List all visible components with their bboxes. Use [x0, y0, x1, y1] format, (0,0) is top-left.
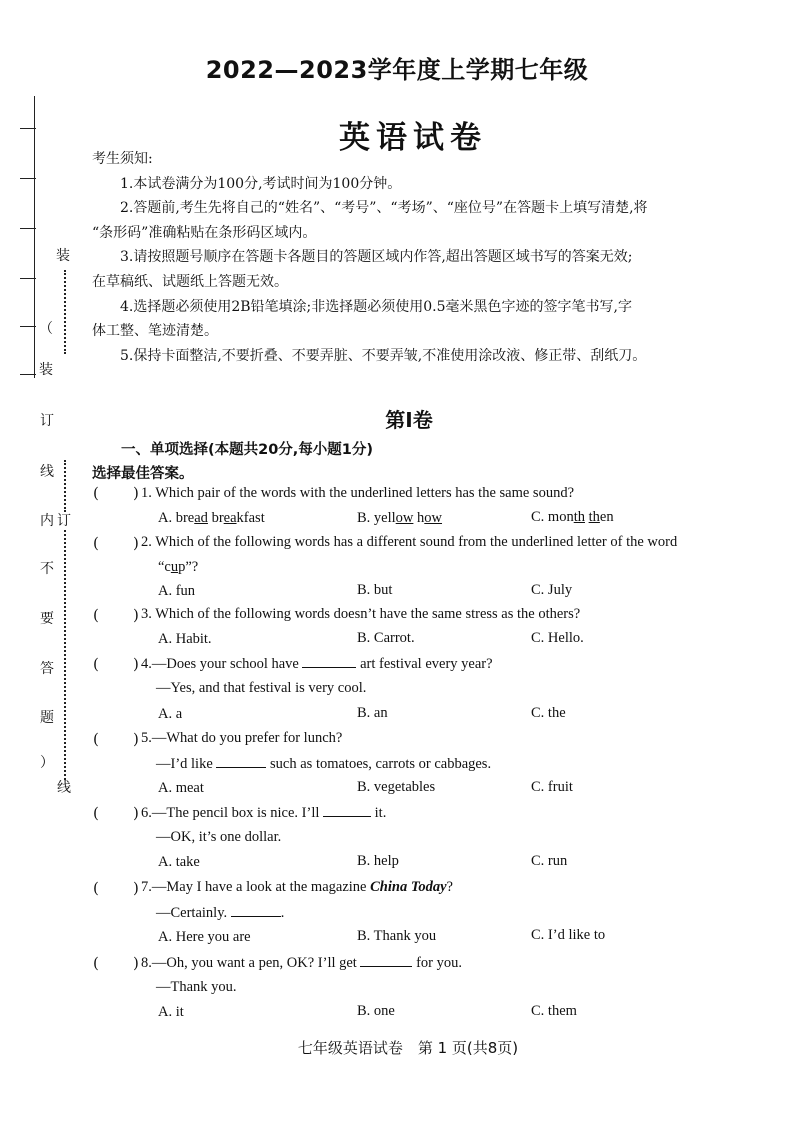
notice-item: 4.选择题必须使用2B铅笔填涂;非选择题必须使用0.5毫米黑色字迹的签字笔书写,字	[120, 298, 632, 315]
option-b: B. an	[357, 705, 388, 721]
option-c: C. Hello.	[531, 630, 584, 646]
notice-item: 3.请按照题号顺序在答题卡各题目的答题区域内作答,超出答题区域书写的答案无效;	[120, 249, 633, 266]
answer-blank	[231, 904, 281, 917]
option-b: B. vegetables	[357, 779, 436, 795]
binding-inner-char: 装	[56, 248, 70, 264]
binding-dotted-line	[64, 460, 66, 512]
binding-char: 要	[40, 611, 54, 627]
option-c: C. fruit	[531, 779, 573, 795]
page-footer: 七年级英语试卷 第 1 页(共8页)	[297, 1039, 519, 1057]
binding-char: 装	[39, 362, 53, 378]
question-stem: 6.—The pencil box is nice. I’ll it.	[141, 805, 387, 821]
option-c: C. the	[531, 705, 566, 721]
binding-char: 答	[40, 661, 54, 677]
notice-item: 2.答题前,考生先将自己的“姓名”、“考号”、“考场”、“座位号”在答题卡上填写清楚,将	[120, 200, 648, 217]
answer-paren-open: (	[93, 655, 99, 673]
notice-item: “条形码”准确粘贴在条形码区域内。	[92, 224, 317, 241]
answer-paren-close: )	[133, 484, 139, 502]
binding-char: 内	[40, 513, 54, 529]
answer-paren-open: (	[93, 534, 99, 552]
question-stem-continued: “cup”?	[158, 559, 199, 575]
question-stem: 2. Which of the following words has a different sound from the underlined letter of the word	[141, 534, 678, 550]
option-a: A. meat	[158, 780, 204, 796]
binding-char: 题	[40, 710, 54, 726]
answer-blank	[360, 954, 412, 967]
option-b: B. Carrot.	[357, 630, 415, 646]
question-stem: 4.—Does your school have art festival every year?	[141, 656, 493, 672]
question-stem: 7.—May I have a look at the magazine China Today?	[141, 879, 453, 895]
option-b: B. one	[357, 1003, 395, 1019]
option-c: C. month then	[531, 509, 614, 525]
notice-item: 体工整、笔迹清楚。	[92, 323, 218, 340]
answer-paren-open: (	[93, 804, 99, 822]
option-b: B. help	[357, 853, 399, 869]
answer-blank	[323, 804, 371, 817]
option-c: C. I’d like to	[531, 927, 606, 943]
binding-tick	[20, 374, 36, 375]
exam-year-title: 2022—2023学年度上学期七年级	[205, 56, 589, 84]
notice-item: 1.本试卷满分为100分,考试时间为100分钟。	[120, 175, 402, 192]
answer-paren-open: (	[93, 879, 99, 897]
answer-paren-close: )	[133, 534, 139, 552]
binding-inner-char: 线	[57, 780, 71, 796]
option-a: A. Here you are	[158, 929, 251, 945]
notice-heading: 考生须知:	[92, 151, 153, 167]
option-b: B. but	[357, 582, 393, 598]
answer-paren-close: )	[133, 954, 139, 972]
answer-paren-open: (	[93, 730, 99, 748]
dialogue-reply: —I’d like such as tomatoes, carrots or cabbages.	[156, 756, 492, 772]
notice-item: 在草稿纸、试题纸上答题无效。	[92, 273, 288, 290]
option-a: A. a	[158, 706, 183, 722]
option-b: B. Thank you	[357, 928, 437, 944]
notice-block	[92, 147, 732, 368]
binding-char: 线	[40, 464, 54, 480]
answer-paren-close: )	[133, 606, 139, 624]
binding-tick	[20, 326, 36, 327]
question-stem: 8.—Oh, you want a pen, OK? I’ll get for you.	[141, 955, 463, 971]
answer-paren-close: )	[133, 879, 139, 897]
option-a: A. Habit.	[158, 631, 212, 647]
option-a: A. take	[158, 854, 200, 870]
binding-tick	[20, 278, 36, 279]
binding-tick	[20, 178, 36, 179]
option-c: C. July	[531, 582, 573, 598]
dialogue-reply: —Certainly. .	[156, 905, 285, 921]
option-c: C. them	[531, 1003, 577, 1019]
binding-dotted-line	[64, 270, 66, 354]
answer-paren-close: )	[133, 655, 139, 673]
question-stem: 5.—What do you prefer for lunch?	[141, 730, 343, 746]
binding-inner-char: 订	[57, 513, 71, 529]
answer-paren-close: )	[133, 804, 139, 822]
option-a: A. fun	[158, 583, 196, 599]
answer-paren-open: (	[93, 484, 99, 502]
answer-paren-open: (	[93, 954, 99, 972]
dialogue-reply: —Yes, and that festival is very cool.	[156, 680, 367, 696]
binding-char: （	[39, 321, 53, 337]
binding-tick	[20, 228, 36, 229]
answer-blank	[302, 655, 356, 668]
option-a: A. bread breakfast	[158, 510, 265, 526]
binding-char: ）	[40, 755, 54, 771]
answer-blank	[216, 755, 266, 768]
binding-char: 订	[40, 413, 54, 429]
option-b: B. yellow how	[357, 510, 443, 526]
section-instruction: 选择最佳答案。	[92, 466, 194, 482]
notice-item: 5.保持卡面整洁,不要折叠、不要弄脏、不要弄皱,不准使用涂改液、修正带、刮纸刀。	[120, 347, 647, 364]
answer-paren-open: (	[93, 606, 99, 624]
question-stem: 3. Which of the following words doesn’t have the same stress as the others?	[141, 606, 581, 622]
option-c: C. run	[531, 853, 568, 869]
part-title: 第Ⅰ卷	[385, 408, 433, 432]
binding-dotted-line	[64, 530, 66, 780]
binding-char: 不	[40, 561, 54, 577]
dialogue-reply: —OK, it’s one dollar.	[156, 829, 282, 845]
dialogue-reply: —Thank you.	[156, 979, 237, 995]
section-title: 一、单项选择(本题共20分,每小题1分)	[121, 442, 374, 458]
question-stem: 1. Which pair of the words with the underlined letters has the same sound?	[141, 485, 575, 501]
option-a: A. it	[158, 1004, 184, 1020]
answer-paren-close: )	[133, 730, 139, 748]
exam-subject-title: 英语试卷	[339, 120, 487, 156]
